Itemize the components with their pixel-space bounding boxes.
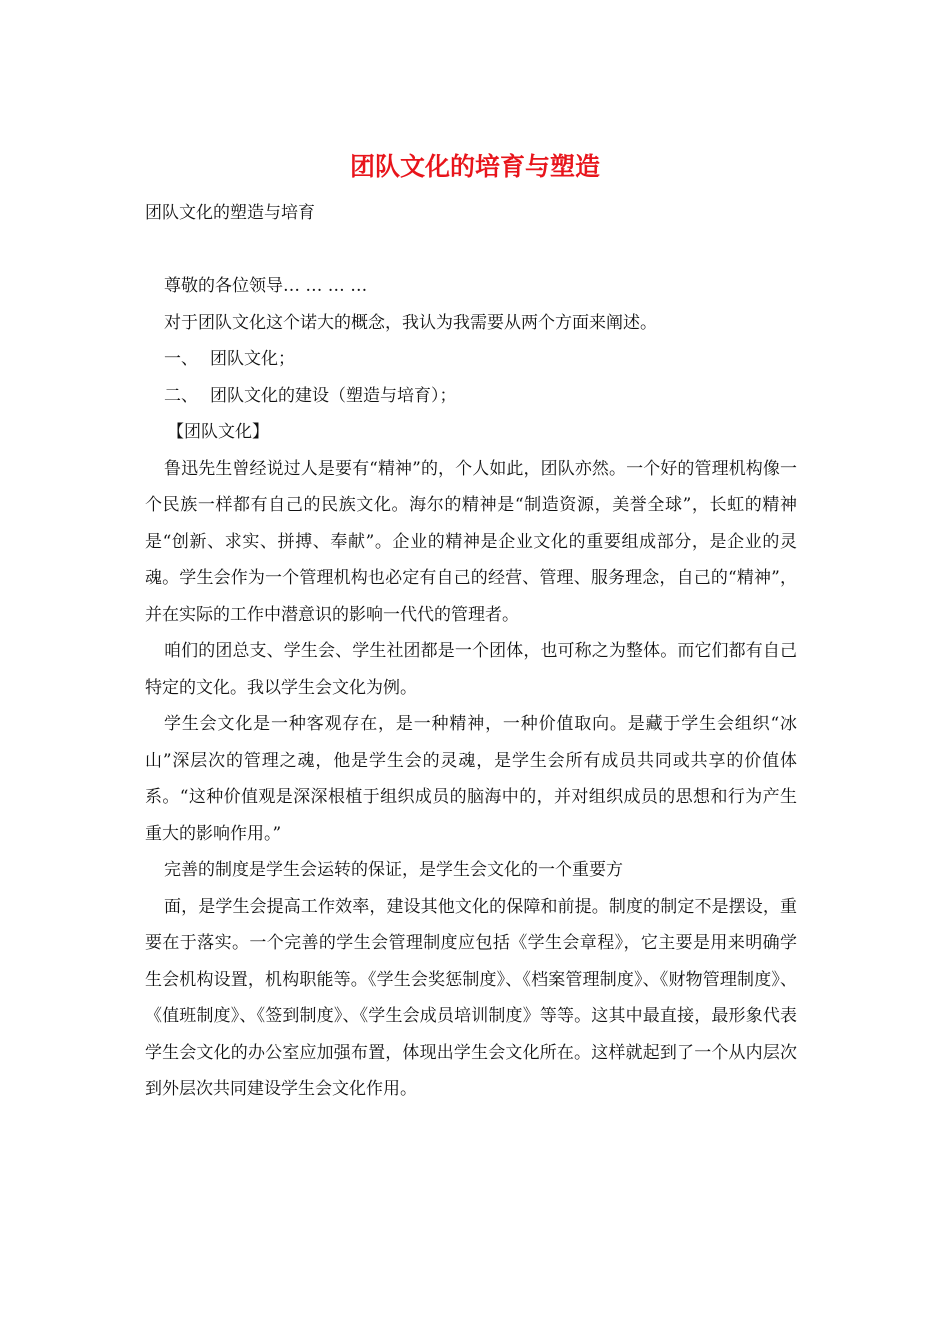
- document-title: 团队文化的培育与塑造: [349, 152, 600, 181]
- list-item-number: 二、: [164, 385, 198, 406]
- body-paragraph: 咱们的团总支、学生会、学生社团都是一个团体，也可称之为整体。而它们都有自己特定的文化。我以学生会文化为例。: [145, 641, 797, 698]
- section-heading: 【团队文化】: [167, 422, 269, 442]
- list-item-text: 团队文化的建设（塑造与培育）；: [210, 385, 457, 406]
- document-subtitle: 团队文化的塑造与培育: [145, 203, 315, 223]
- body-paragraph: 鲁迅先生曾经说过人是要有“精神”的，个人如此，团队亦然。一个好的管理机构像一个民族一样都有自己的民族文化。海尔的精神是“制造资源，美誉全球”，长虹的精神是“创新、求实、拼搏、奉献”。企业的精神是企业文化的重要组成部分，是企业的灵魂。学生会作为一个管理机构也必定有自己的经营、管理、服务理念，自己的“精神”，并在实际的工作中潜意识的影响一代代的管理者。: [145, 458, 797, 625]
- list-item: [145, 341, 797, 378]
- list-item-text: 团队文化；: [210, 349, 295, 369]
- intro-paragraph: 对于团队文化这个诺大的概念，我认为我需要从两个方面来阐述。: [164, 312, 657, 333]
- body-paragraph: 完善的制度是学生会运转的保证，是学生会文化的一个重要方: [164, 860, 623, 880]
- body-paragraph: 面，是学生会提高工作效率，建设其他文化的保障和前提。制度的制定不是摆设，重要在于落实。一个完善的学生会管理制度应包括《学生会章程》，它主要是用来明确学生会机构设置，机构职能等。《学生会奖惩制度》、《档案管理制度》、《财物管理制度》、《值班制度》、《签到制度》、《学生会成员培训制度》等等。这其中最直接，最形象代表学生会文化的办公室应加强布置，体现出学生会文化所在。这样就起到了一个从内层次到外层次共同建设学生会文化作用。: [145, 896, 797, 1099]
- body-paragraph: 学生会文化是一种客观存在，是一种精神，一种价值取向。是藏于学生会组织“冰山”深层次的管理之魂，他是学生会的灵魂，是学生会所有成员共同或共享的价值体系。“这种价值观是深深根植于组织成员的脑海中的，并对组织成员的思想和行为产生重大的影响作用。”: [145, 714, 797, 844]
- greeting-line: 尊敬的各位领导… … … …: [164, 276, 368, 296]
- blank-line: [145, 232, 797, 268]
- document-body: [145, 232, 797, 1108]
- list-item-number: 一、: [164, 349, 198, 369]
- list-item: [145, 378, 797, 415]
